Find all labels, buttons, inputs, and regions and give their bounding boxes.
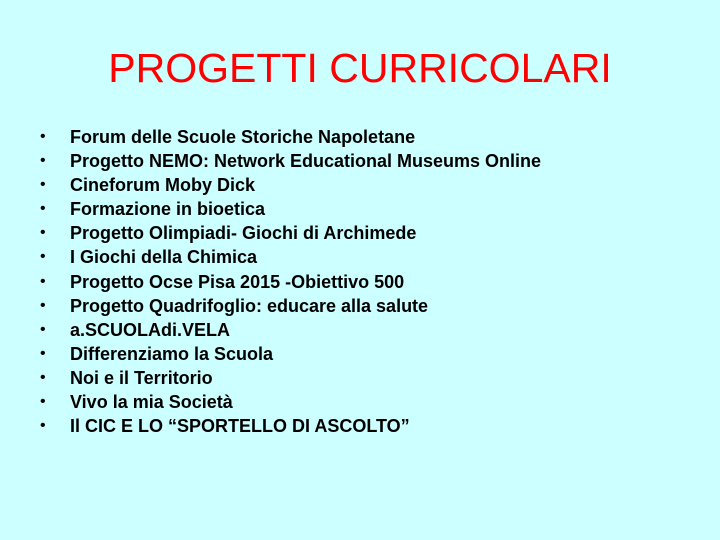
list-item-text: Progetto NEMO: Network Educational Museums Online <box>70 151 542 172</box>
list-item-text: I Giochi della Chimica <box>70 247 258 268</box>
bullet-icon: • <box>40 200 46 218</box>
list-item-text: Cineforum Moby Dick <box>70 175 256 196</box>
bullet-icon: • <box>40 368 46 386</box>
list-item-text: Progetto Quadrifoglio: educare alla salute <box>70 295 429 316</box>
bullet-icon: • <box>40 224 46 242</box>
bullet-icon: • <box>40 248 46 266</box>
bullet-icon: • <box>40 320 46 338</box>
list-item-text: Il CIC E LO “SPORTELLO DI ASCOLTO” <box>70 416 410 437</box>
bullet-icon: • <box>40 176 46 194</box>
list-item-text: Progetto Ocse Pisa 2015 -Obiettivo 500 <box>70 271 405 292</box>
bullet-icon: • <box>40 417 46 435</box>
list-item-text: Vivo la mia Società <box>70 392 233 413</box>
list-item-text: a.SCUOLAdi.VELA <box>70 319 231 340</box>
list-item-text: Forum delle Scuole Storiche Napoletane <box>70 127 416 147</box>
list-item-text: Differenziamo la Scuola <box>70 343 274 364</box>
bullet-icon: • <box>40 344 46 362</box>
bullet-icon: • <box>40 296 46 314</box>
list-item-text: Progetto Olimpiadi- Giochi di Archimede <box>70 223 417 244</box>
slide-title: PROGETTI CURRICOLARI <box>108 45 612 91</box>
bullet-icon: • <box>40 128 46 145</box>
bullet-icon: • <box>40 272 46 290</box>
bullet-icon: • <box>40 393 46 411</box>
list-item-text: Formazione in bioetica <box>70 199 266 220</box>
list-item-text: Noi e il Territorio <box>70 367 213 388</box>
bullet-icon: • <box>40 152 46 170</box>
